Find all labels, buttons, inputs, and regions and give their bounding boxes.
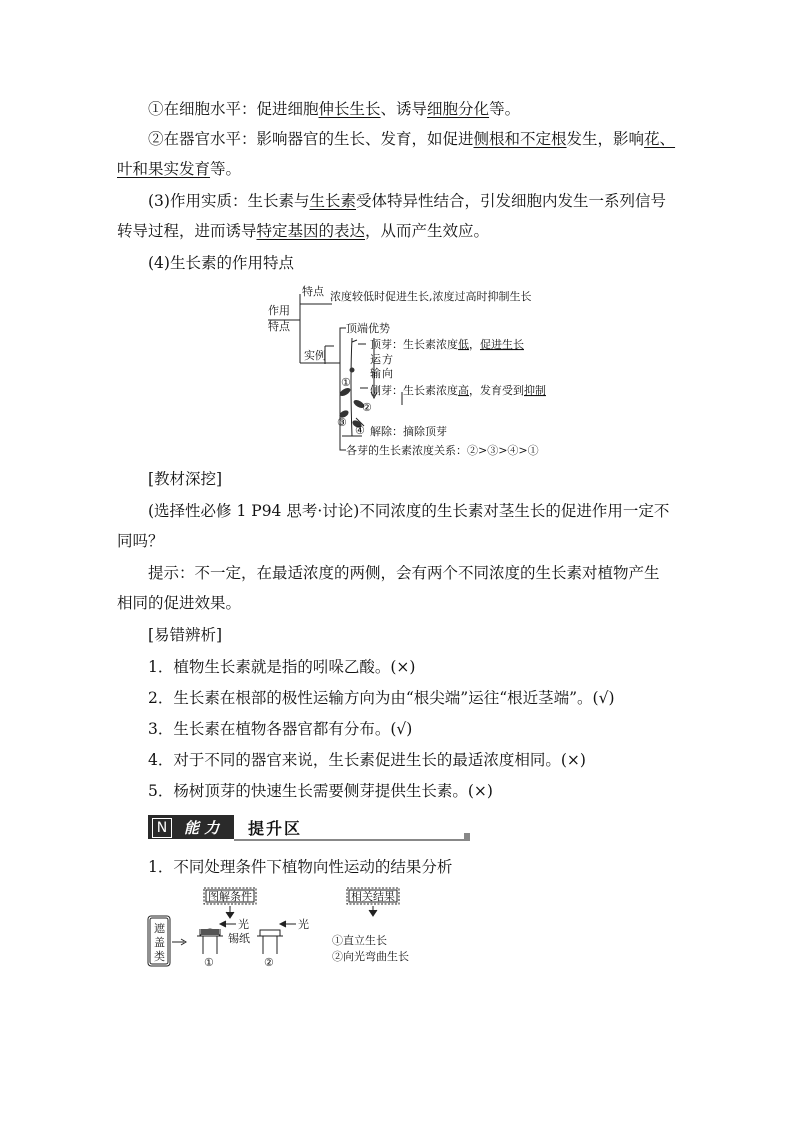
auxin-characteristics-diagram (262, 280, 562, 462)
side-label-1: 遮 (154, 922, 165, 935)
root-label-2: 特点 (268, 320, 290, 333)
text: 转导过程，进而诱导 (117, 222, 257, 240)
paragraph-organ-level-cont (117, 158, 241, 180)
banner-rule (234, 839, 470, 841)
text: 等。 (489, 100, 521, 118)
concentration-relation-text: 各芽的生长素浓度关系：②>③>④>① (346, 444, 539, 457)
underlined-text: 侧根和不定根 (473, 130, 567, 148)
result-1: ①直立生长 (332, 934, 387, 947)
underlined-text: 生长素 (309, 192, 356, 210)
banner-tag (148, 815, 234, 839)
bud-number-3: ③ (337, 416, 347, 429)
side-bud-text: 侧芽：生长素浓度高，发育受到抑制 (370, 384, 546, 397)
answer-line-1: 提示：不一定，在最适浓度的两侧，会有两个不同浓度的生长素对植物产生 (148, 564, 660, 582)
apical-dominance-label: 顶端优势 (346, 322, 390, 335)
light-label-2: 光 (298, 918, 309, 931)
branch-characteristic-text: 浓度较低时促进生长,浓度过高时抑制生长 (330, 290, 532, 303)
case-number-2: ② (264, 956, 274, 969)
tropism-diagram (144, 884, 434, 970)
text: 发生，影响 (566, 130, 645, 148)
side-label-3: 类 (154, 950, 165, 963)
text: 、诱导 (380, 100, 428, 118)
bud-number-2: ② (362, 401, 372, 414)
list-item: 2．生长素在根部的极性运输方向为由“根尖端”运往“根近茎端”。(√) (148, 689, 615, 707)
text: ②在器官水平：影响器官的生长、发育，如促进 (148, 130, 474, 148)
underlined-text: 花、 (644, 130, 676, 148)
transport-char-1: 运 (370, 353, 381, 366)
question-line-2: 同吗？ (117, 532, 164, 550)
bud-number-1: ① (341, 376, 351, 389)
paragraph-cell-level (148, 98, 520, 120)
result-2: ②向光弯曲生长 (332, 950, 409, 963)
underlined-text: 伸长生长 (318, 100, 381, 118)
ability-banner (148, 815, 470, 841)
release-text: 解除：摘除顶芽 (370, 425, 447, 438)
list-item: 1．植物生长素就是指的吲哚乙酸。(×) (148, 658, 416, 676)
underlined-text: 细胞分化 (427, 100, 490, 118)
side-label-2: 盖 (154, 936, 165, 949)
foil-label: 锡纸 (228, 932, 250, 945)
text: ①在细胞水平：促进细胞 (148, 100, 319, 118)
branch-characteristic-label: 特点 (302, 285, 324, 298)
text: (3)作用实质：生长素与 (148, 192, 310, 210)
banner-rule-end (464, 833, 470, 841)
text: 等。 (210, 160, 242, 178)
branch-example-label: 实例 (304, 349, 326, 362)
result-box-label: 相关结果 (351, 890, 395, 903)
list-item: 4．对于不同的器官来说，生长素促进生长的最适浓度相同。(×) (148, 751, 586, 769)
banner-title: 提升区 (248, 819, 303, 838)
case-number-1: ① (204, 956, 214, 969)
banner-tag-text: 能 力 (184, 819, 220, 837)
condition-box-label: 图解条件 (208, 890, 252, 903)
bud-number-4: ④ (355, 424, 365, 437)
root-label-1: 作用 (268, 304, 290, 317)
error-analysis-header: [易错辨析] (148, 626, 223, 644)
text: 受体特异性结合，引发细胞内发生一系列信号 (355, 192, 666, 210)
paragraph-essence (148, 190, 666, 212)
top-bud-text: 顶芽：生长素浓度低，促进生长 (370, 338, 524, 351)
answer-line-2: 相同的促进效果。 (117, 594, 242, 612)
question-line-1: (选择性必修 1 P94 思考·讨论)不同浓度的生长素对茎生长的促进作用一定不 (148, 502, 670, 520)
list-item: 3．生长素在植物各器官都有分布。(√) (148, 720, 413, 738)
textbook-deep-header: [教材深挖] (148, 470, 223, 488)
subheading-characteristics: (4)生长素的作用特点 (148, 254, 294, 272)
transport-char-2: 输 (370, 367, 381, 380)
light-label-1: 光 (238, 918, 249, 931)
transport-char-4: 向 (382, 367, 393, 380)
tropism-analysis-title: 1．不同处理条件下植物向性运动的结果分析 (148, 858, 453, 876)
underlined-text: 叶和果实发育 (117, 160, 211, 178)
list-item: 5．杨树顶芽的快速生长需要侧芽提供生长素。(×) (148, 782, 493, 800)
paragraph-organ-level (148, 128, 675, 150)
underlined-text: 特定基因的表达 (256, 222, 366, 240)
transport-char-3: 方 (382, 353, 393, 366)
paragraph-essence-cont (117, 220, 489, 242)
n-logo-icon: N (152, 818, 172, 838)
text: ，从而产生效应。 (365, 222, 490, 240)
